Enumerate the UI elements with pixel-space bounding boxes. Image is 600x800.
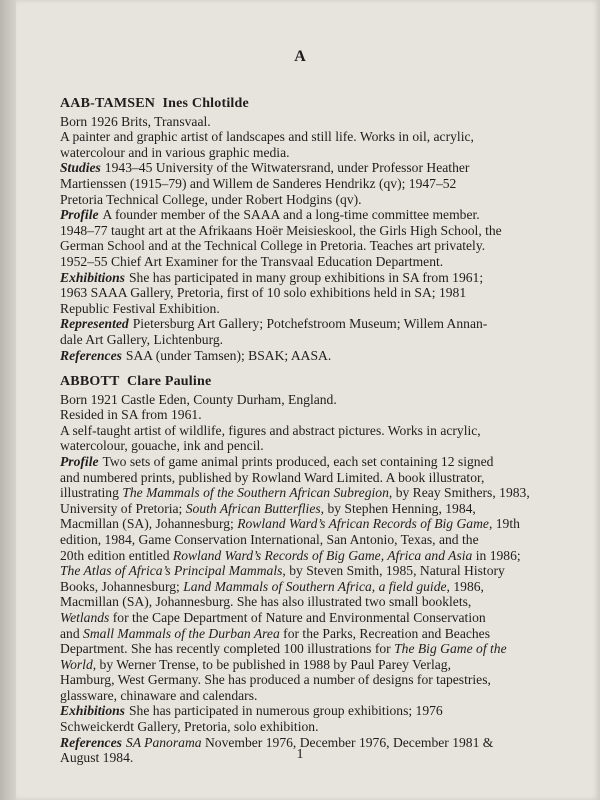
profile-line: Department. She has recently completed 100 illustrations for The Big Game of the: [60, 641, 507, 657]
profile-line: The Atlas of Africa’s Principal Mammals, by Steven Smith, 1985, Natural History: [60, 563, 505, 579]
description-line: watercolour, gouache, ink and pencil.: [60, 438, 264, 454]
profile-line: edition, 1984, Game Conservation International, San Antonio, Texas, and the: [60, 531, 479, 547]
profile-line: Macmillan (SA), Johannesburg. She has also illustrated two small booklets,: [60, 594, 472, 610]
represented-line: dale Art Gallery, Lichtenburg.: [60, 331, 224, 347]
book-title: The Mammals of the Southern African Subregion: [122, 485, 389, 501]
profile-line: Macmillan (SA), Johannesburg; Rowland Ward’s African Records of Big Game, 19th: [60, 516, 520, 532]
studies-line: Studies 1943–45 University of the Witwatersrand, under Professor Heather: [60, 160, 470, 176]
profile-line: 1952–55 Chief Art Examiner for the Transvaal Education Department.: [60, 253, 444, 269]
references-line: August 1984.: [60, 750, 134, 766]
represented-line: Represented Pietersburg Art Gallery; Potchefstroom Museum; Willem Annan-: [60, 316, 488, 332]
profile-line: German School and at the Technical College in Pretoria. Teaches art privately.: [60, 238, 486, 254]
book-title: The Atlas of Africa’s Principal Mammals: [60, 563, 283, 579]
born-line: Born 1921 Castle Eden, County Durham, England.: [60, 391, 337, 407]
entry-forenames: Clare Pauline: [126, 374, 212, 389]
exhibitions-line: 1963 SAAA Gallery, Pretoria, first of 10 solo exhibitions held in SA; 1981: [60, 285, 467, 301]
exhibitions-line: Schweickerdt Gallery, Pretoria, solo exhibition.: [60, 719, 319, 735]
studies-label: Studies: [60, 160, 101, 176]
entry-surname: AAB-TAMSEN: [60, 96, 156, 111]
book-title: Rowland Ward’s Records of Big Game, Africa and Asia: [172, 547, 473, 563]
profile-line: Books, Johannesburg; Land Mammals of Southern Africa, a field guide, 1986,: [60, 578, 484, 594]
born-line: Born 1926 Brits, Transvaal.: [60, 113, 211, 129]
profile-line: Hamburg, West Germany. She has produced a number of designs for tapestries,: [60, 672, 491, 688]
profile-line: Wetlands for the Cape Department of Nature and Environmental Conservation: [60, 609, 486, 625]
section-letter: A: [294, 48, 306, 65]
exhibitions-line: Exhibitions She has participated in many group exhibitions in SA from 1961;: [60, 269, 484, 285]
book-title: Wetlands: [60, 609, 110, 625]
profile-line: and Small Mammals of the Durban Area for the Parks, Recreation and Beaches: [60, 625, 491, 641]
references-label: References: [60, 734, 122, 750]
entry-heading: [60, 374, 520, 390]
entry-aab-tamsen: [60, 96, 520, 363]
profile-line: illustrating The Mammals of the Southern African Subregion, by Reay Smithers, 1983,: [60, 485, 530, 501]
studies-line: Pretoria Technical College, under Robert Hodgins (qv).: [60, 191, 362, 207]
profile-line: 20th edition entitled Rowland Ward’s Records of Big Game, Africa and Asia in 1986;: [60, 547, 521, 563]
profile-line: Profile Two sets of game animal prints produced, each set containing 12 signed: [60, 453, 494, 469]
represented-label: Represented: [60, 316, 129, 332]
publication-title: SA Panorama: [125, 734, 202, 750]
profile-line: 1948–77 taught art at the Afrikaans Hoër Meisieskool, the Girls High School, the: [60, 222, 502, 238]
profile-line: Profile A founder member of the SAAA and a long-time committee member.: [60, 207, 480, 223]
book-title: Land Mammals of Southern Africa, a field guide: [183, 578, 447, 594]
entry-forenames: Ines Chlotilde: [162, 96, 249, 111]
book-title: World: [60, 656, 93, 672]
references-line: References SAA (under Tamsen); BSAK; AASA.: [60, 347, 332, 363]
entry-surname: ABBOTT: [60, 374, 120, 389]
description-line: watercolour and in various graphic media.: [60, 144, 290, 160]
exhibitions-line: Exhibitions She has participated in numerous group exhibitions; 1976: [60, 703, 443, 719]
exhibitions-label: Exhibitions: [60, 269, 125, 285]
entry-heading: [60, 96, 520, 112]
book-title: Small Mammals of the Durban Area: [83, 625, 280, 641]
profile-label: Profile: [60, 453, 99, 469]
profile-line: and numbered prints, published by Rowland Ward Limited. A book illustrator,: [60, 469, 485, 485]
book-title: The Big Game of the: [394, 641, 507, 657]
exhibitions-label: Exhibitions: [60, 703, 125, 719]
studies-line: Martienssen (1915–79) and Willem de Sanderes Hendrikz (qv); 1947–52: [60, 175, 457, 191]
exhibitions-line: Republic Festival Exhibition.: [60, 300, 220, 316]
entry-abbott: [60, 374, 530, 766]
references-label: References: [60, 347, 122, 363]
profile-line: glassware, chinaware and calendars.: [60, 687, 258, 703]
resided-line: Resided in SA from 1961.: [60, 407, 202, 423]
book-title: South African Butterflies: [185, 500, 321, 516]
description-line: A painter and graphic artist of landscapes and still life. Works in oil, acrylic,: [60, 129, 474, 145]
book-title: Rowland Ward’s African Records of Big Game: [237, 516, 489, 532]
references-line: References SA Panorama November 1976, December 1976, December 1981 &: [60, 734, 494, 750]
profile-line: University of Pretoria; South African Butterflies, by Stephen Henning, 1984,: [60, 500, 476, 516]
page-number: 1: [296, 747, 304, 762]
profile-label: Profile: [60, 207, 99, 223]
description-line: A self-taught artist of wildlife, figures and abstract pictures. Works in acrylic,: [60, 422, 481, 438]
profile-line: World, by Werner Trense, to be published in 1988 by Paul Parey Verlag,: [60, 656, 451, 672]
page-edge: [0, 0, 16, 800]
